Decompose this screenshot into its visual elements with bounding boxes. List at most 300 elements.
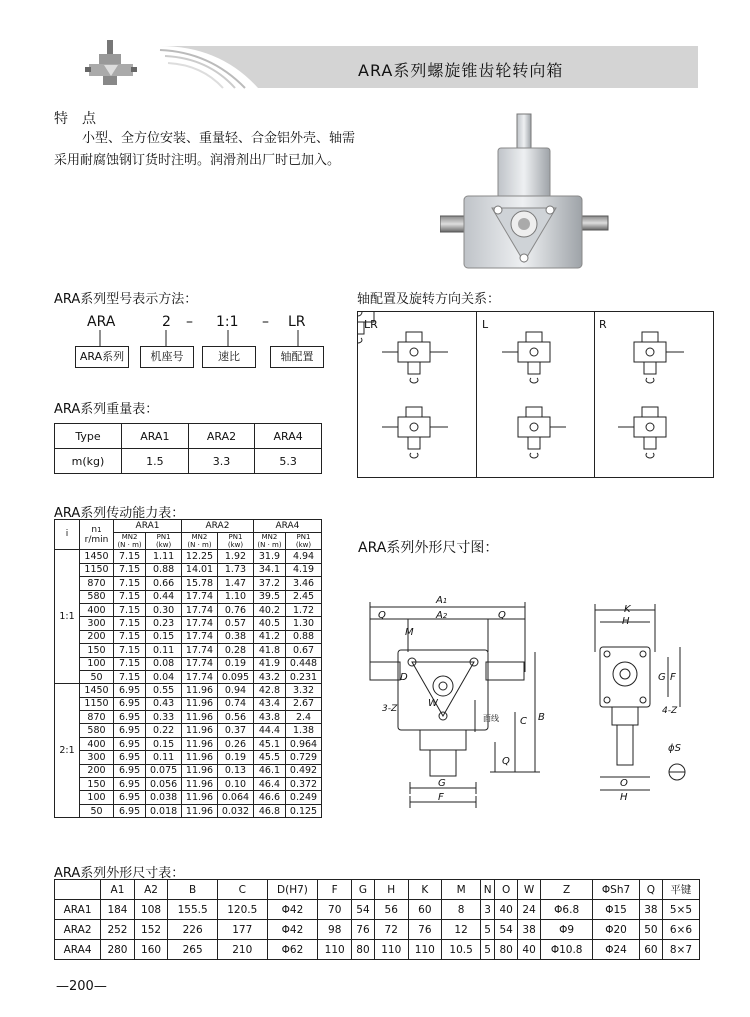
capacity-cell: 17.74 bbox=[182, 603, 218, 616]
capacity-cell: 1.47 bbox=[217, 577, 253, 590]
capacity-cell: 6.95 bbox=[114, 751, 146, 764]
capacity-cell: 1.10 bbox=[217, 590, 253, 603]
dimensions-cell: Φ10.8 bbox=[541, 940, 593, 960]
capacity-cell: 6.95 bbox=[114, 684, 146, 697]
rotation-heading: 轴配置及旋转方向关系： bbox=[357, 292, 501, 307]
capacity-cell: 17.74 bbox=[182, 657, 218, 670]
capacity-cell: 0.04 bbox=[146, 670, 182, 683]
model-heading: ARA系列型号表示方法： bbox=[54, 292, 198, 307]
capacity-cell: 100 bbox=[80, 791, 114, 804]
capacity-cell: 17.74 bbox=[182, 617, 218, 630]
capacity-group-ara1: ARA1 bbox=[114, 520, 182, 533]
capacity-cell: 6.95 bbox=[114, 697, 146, 710]
capacity-cell: 0.22 bbox=[146, 724, 182, 737]
dimensions-cell: 10.5 bbox=[442, 940, 481, 960]
capacity-cell: 150 bbox=[80, 778, 114, 791]
capacity-col-n1: n1 r/min bbox=[80, 520, 114, 550]
capacity-cell: 0.37 bbox=[217, 724, 253, 737]
capacity-cell: 0.76 bbox=[217, 603, 253, 616]
table-row bbox=[55, 737, 322, 750]
capacity-cell: 0.075 bbox=[146, 764, 182, 777]
capacity-cell: 45.1 bbox=[253, 737, 285, 750]
capacity-cell: 39.5 bbox=[253, 590, 285, 603]
capacity-cell: 0.11 bbox=[146, 644, 182, 657]
dimensions-cell: 12 bbox=[442, 920, 481, 940]
dimensions-cell: 5 bbox=[481, 920, 495, 940]
capacity-cell: 46.6 bbox=[253, 791, 285, 804]
capacity-cell: 1150 bbox=[80, 697, 114, 710]
capacity-cell: 1.38 bbox=[286, 724, 322, 737]
capacity-subhead-pn1: PN1 (kw) bbox=[286, 533, 322, 550]
capacity-cell: 0.095 bbox=[217, 670, 253, 683]
capacity-cell: 6.95 bbox=[114, 791, 146, 804]
capacity-cell: 400 bbox=[80, 737, 114, 750]
drawing-heading: ARA系列外形尺寸图： bbox=[358, 540, 499, 556]
dimensions-cell: 210 bbox=[217, 940, 267, 960]
capacity-cell: 17.74 bbox=[182, 670, 218, 683]
dimensions-cell: Φ9 bbox=[541, 920, 593, 940]
capacity-cell: 43.4 bbox=[253, 697, 285, 710]
capacity-col-i: i bbox=[55, 520, 80, 550]
capacity-cell: 46.1 bbox=[253, 764, 285, 777]
header-swoosh bbox=[40, 38, 260, 90]
capacity-cell: 6.95 bbox=[114, 711, 146, 724]
capacity-subhead-pn1: PN1 (kw) bbox=[217, 533, 253, 550]
weight-header-type: Type bbox=[55, 424, 122, 449]
capacity-cell: 2.4 bbox=[286, 711, 322, 724]
dimensions-cell: 76 bbox=[408, 920, 442, 940]
capacity-cell: 11.96 bbox=[182, 737, 218, 750]
dimensions-cell: 155.5 bbox=[168, 900, 218, 920]
dimensions-cell: 184 bbox=[101, 900, 135, 920]
dimensions-cell: Φ42 bbox=[267, 900, 318, 920]
capacity-cell: 1.72 bbox=[286, 603, 322, 616]
capacity-cell: 0.125 bbox=[286, 804, 322, 817]
table-row bbox=[55, 697, 322, 710]
dimensions-header-cell: G bbox=[352, 880, 375, 900]
dimensions-cell: 54 bbox=[495, 920, 518, 940]
capacity-cell: 0.88 bbox=[146, 563, 182, 576]
capacity-cell: 45.5 bbox=[253, 751, 285, 764]
dimensions-cell: 38 bbox=[639, 900, 662, 920]
table-row bbox=[55, 577, 322, 590]
dim-label-g: G bbox=[438, 778, 446, 789]
dimensions-header-cell: W bbox=[518, 880, 541, 900]
dimensions-cell: 152 bbox=[134, 920, 168, 940]
capacity-cell: 44.4 bbox=[253, 724, 285, 737]
capacity-cell: 6.95 bbox=[114, 778, 146, 791]
dimensions-header-cell: N bbox=[481, 880, 495, 900]
capacity-cell: 0.032 bbox=[217, 804, 253, 817]
dimensions-cell: 160 bbox=[134, 940, 168, 960]
weight-header-ara2: ARA2 bbox=[188, 424, 255, 449]
capacity-subhead-mn2: MN2 (N · m) bbox=[114, 533, 146, 550]
capacity-cell: 0.15 bbox=[146, 630, 182, 643]
page-title: ARA系列螺旋锥齿轮转向箱 bbox=[358, 61, 564, 80]
model-code-ratio: 1:1 bbox=[216, 314, 239, 330]
gearbox-photo bbox=[440, 112, 610, 277]
capacity-ratio: 2:1 bbox=[55, 684, 80, 818]
capacity-cell: 0.13 bbox=[217, 764, 253, 777]
capacity-cell: 41.8 bbox=[253, 644, 285, 657]
table-row bbox=[55, 670, 322, 683]
dimensions-cell: 5×5 bbox=[662, 900, 699, 920]
dim-label-m: M bbox=[405, 627, 414, 638]
capacity-cell: 0.964 bbox=[286, 737, 322, 750]
capacity-table bbox=[54, 519, 322, 818]
dim-label-f-side: F bbox=[670, 672, 676, 683]
dimensions-cell: 5 bbox=[481, 940, 495, 960]
dimensions-cell: 50 bbox=[639, 920, 662, 940]
dimensions-cell: 265 bbox=[168, 940, 218, 960]
weight-header-ara1: ARA1 bbox=[122, 424, 189, 449]
dimensions-cell: 252 bbox=[101, 920, 135, 940]
weight-header-ara4: ARA4 bbox=[255, 424, 322, 449]
capacity-cell: 0.56 bbox=[217, 711, 253, 724]
table-row bbox=[55, 657, 322, 670]
capacity-cell: 50 bbox=[80, 670, 114, 683]
capacity-cell: 7.15 bbox=[114, 657, 146, 670]
dimensions-header-cell: Q bbox=[639, 880, 662, 900]
dimensions-cell: 110 bbox=[318, 940, 352, 960]
capacity-cell: 0.38 bbox=[217, 630, 253, 643]
capacity-cell: 0.55 bbox=[146, 684, 182, 697]
capacity-subhead-mn2: MN2 (N · m) bbox=[253, 533, 285, 550]
model-box-series: ARA系列 bbox=[75, 346, 129, 368]
table-row bbox=[55, 920, 700, 940]
dimensions-cell: 38 bbox=[518, 920, 541, 940]
dim-label-q-vertical: Q bbox=[502, 756, 510, 767]
dimensions-header-cell: A2 bbox=[134, 880, 168, 900]
capacity-cell: 41.2 bbox=[253, 630, 285, 643]
capacity-cell: 11.96 bbox=[182, 711, 218, 724]
capacity-cell: 40.5 bbox=[253, 617, 285, 630]
capacity-cell: 0.064 bbox=[217, 791, 253, 804]
capacity-cell: 6.95 bbox=[114, 724, 146, 737]
model-box-ratio: 速比 bbox=[202, 346, 256, 368]
model-box-size: 机座号 bbox=[140, 346, 194, 368]
dim-label-a2: A2 bbox=[436, 610, 448, 621]
capacity-cell: 2.45 bbox=[286, 590, 322, 603]
dimensions-header-cell: C bbox=[217, 880, 267, 900]
table-row bbox=[55, 764, 322, 777]
capacity-cell: 4.94 bbox=[286, 550, 322, 563]
table-row bbox=[55, 804, 322, 817]
capacity-heading: ARA系列传动能力表： bbox=[54, 506, 185, 521]
dimensions-cell: 8×7 bbox=[662, 940, 699, 960]
dimensions-cell: ARA1 bbox=[55, 900, 101, 920]
dimensions-cell: 40 bbox=[495, 900, 518, 920]
capacity-cell: 1.11 bbox=[146, 550, 182, 563]
capacity-cell: 300 bbox=[80, 617, 114, 630]
capacity-cell: 0.372 bbox=[286, 778, 322, 791]
model-code-size: 2 bbox=[162, 314, 171, 330]
capacity-cell: 7.15 bbox=[114, 630, 146, 643]
capacity-cell: 400 bbox=[80, 603, 114, 616]
dim-label-o: O bbox=[620, 778, 628, 789]
capacity-cell: 31.9 bbox=[253, 550, 285, 563]
dimensions-cell: 40 bbox=[518, 940, 541, 960]
table-row bbox=[55, 644, 322, 657]
weight-table bbox=[54, 423, 322, 474]
dimensions-cell: 98 bbox=[318, 920, 352, 940]
capacity-cell: 0.10 bbox=[217, 778, 253, 791]
capacity-group-ara2: ARA2 bbox=[182, 520, 254, 533]
dimensions-cell: 110 bbox=[374, 940, 408, 960]
dimensions-cell: 60 bbox=[408, 900, 442, 920]
weight-value-ara4: 5.3 bbox=[255, 449, 322, 474]
capacity-cell: 7.15 bbox=[114, 577, 146, 590]
capacity-cell: 34.1 bbox=[253, 563, 285, 576]
capacity-cell: 0.57 bbox=[217, 617, 253, 630]
capacity-cell: 40.2 bbox=[253, 603, 285, 616]
capacity-cell: 0.88 bbox=[286, 630, 322, 643]
capacity-cell: 0.448 bbox=[286, 657, 322, 670]
capacity-cell: 870 bbox=[80, 577, 114, 590]
dimensions-cell: ARA4 bbox=[55, 940, 101, 960]
dimensions-header-cell: A1 bbox=[101, 880, 135, 900]
capacity-cell: 17.74 bbox=[182, 590, 218, 603]
dimensions-header-cell: M bbox=[442, 880, 481, 900]
capacity-cell: 17.74 bbox=[182, 644, 218, 657]
weight-value-ara2: 3.3 bbox=[188, 449, 255, 474]
features-heading: 特 点 bbox=[54, 111, 96, 127]
capacity-cell: 46.8 bbox=[253, 804, 285, 817]
capacity-cell: 0.038 bbox=[146, 791, 182, 804]
dimensions-cell: 6×6 bbox=[662, 920, 699, 940]
capacity-cell: 0.26 bbox=[217, 737, 253, 750]
capacity-cell: 11.96 bbox=[182, 764, 218, 777]
table-row bbox=[55, 550, 322, 563]
dimensions-cell: 76 bbox=[352, 920, 375, 940]
features-line-1: 小型、全方位安装、重量轻、合金铝外壳、轴需 bbox=[82, 131, 356, 146]
model-code-dash-2: – bbox=[262, 314, 269, 330]
dimensions-cell: 24 bbox=[518, 900, 541, 920]
dim-label-q-left: Q bbox=[378, 610, 386, 621]
dimensions-cell: Φ6.8 bbox=[541, 900, 593, 920]
dimensions-cell: 108 bbox=[134, 900, 168, 920]
capacity-cell: 14.01 bbox=[182, 563, 218, 576]
capacity-cell: 1.92 bbox=[217, 550, 253, 563]
capacity-cell: 200 bbox=[80, 764, 114, 777]
dim-label-c: C bbox=[520, 716, 527, 727]
dimensions-header-row bbox=[55, 880, 700, 900]
dim-label-w: W bbox=[428, 698, 438, 709]
capacity-cell: 1.30 bbox=[286, 617, 322, 630]
capacity-cell: 6.95 bbox=[114, 804, 146, 817]
dimensions-cell: 80 bbox=[352, 940, 375, 960]
dimensions-cell: 226 bbox=[168, 920, 218, 940]
dimensions-cell: 80 bbox=[495, 940, 518, 960]
dimensions-cell: Φ62 bbox=[267, 940, 318, 960]
dim-label-phi-s: ϕS bbox=[668, 743, 681, 754]
dimensions-header-cell bbox=[55, 880, 101, 900]
dimensions-cell: 60 bbox=[639, 940, 662, 960]
capacity-cell: 11.96 bbox=[182, 724, 218, 737]
capacity-cell: 0.66 bbox=[146, 577, 182, 590]
capacity-cell: 11.96 bbox=[182, 804, 218, 817]
capacity-cell: 15.78 bbox=[182, 577, 218, 590]
table-row bbox=[55, 751, 322, 764]
dimensions-cell: 177 bbox=[217, 920, 267, 940]
dim-label-3z: 3-Z bbox=[382, 704, 398, 714]
dimensions-cell: ARA2 bbox=[55, 920, 101, 940]
dim-label-4z: 4-Z bbox=[662, 706, 678, 716]
dim-label-q-right: Q bbox=[498, 610, 506, 621]
table-row bbox=[55, 778, 322, 791]
capacity-cell: 1450 bbox=[80, 684, 114, 697]
table-row bbox=[55, 724, 322, 737]
capacity-cell: 7.15 bbox=[114, 603, 146, 616]
dimensions-cell: 72 bbox=[374, 920, 408, 940]
capacity-cell: 0.018 bbox=[146, 804, 182, 817]
dim-label-a1: A1 bbox=[436, 595, 448, 606]
capacity-cell: 42.8 bbox=[253, 684, 285, 697]
capacity-cell: 11.96 bbox=[182, 778, 218, 791]
capacity-cell: 0.28 bbox=[217, 644, 253, 657]
capacity-cell: 11.96 bbox=[182, 684, 218, 697]
capacity-cell: 7.15 bbox=[114, 617, 146, 630]
capacity-cell: 7.15 bbox=[114, 563, 146, 576]
dim-label-f: F bbox=[438, 792, 444, 803]
table-row bbox=[55, 603, 322, 616]
capacity-cell: 0.19 bbox=[217, 657, 253, 670]
capacity-cell: 43.2 bbox=[253, 670, 285, 683]
dimensions-header-cell: D(H7) bbox=[267, 880, 318, 900]
dim-label-face: 面线 bbox=[483, 714, 499, 723]
capacity-cell: 37.2 bbox=[253, 577, 285, 590]
table-row bbox=[55, 791, 322, 804]
table-row bbox=[55, 563, 322, 576]
table-row bbox=[55, 900, 700, 920]
dimensions-header-cell: Z bbox=[541, 880, 593, 900]
dimensions-cell: Φ24 bbox=[593, 940, 640, 960]
model-code-series: ARA bbox=[87, 314, 116, 330]
dimensions-cell: 120.5 bbox=[217, 900, 267, 920]
capacity-group-ara4: ARA4 bbox=[253, 520, 321, 533]
capacity-cell: 0.67 bbox=[286, 644, 322, 657]
rotation-diagrams bbox=[358, 312, 713, 477]
dim-label-h: H bbox=[622, 616, 630, 627]
capacity-cell: 0.33 bbox=[146, 711, 182, 724]
capacity-subhead-pn1: PN1 (kw) bbox=[146, 533, 182, 550]
capacity-cell: 4.19 bbox=[286, 563, 322, 576]
capacity-cell: 1450 bbox=[80, 550, 114, 563]
dim-label-g-side: G bbox=[658, 672, 666, 683]
dim-label-k: K bbox=[624, 604, 631, 615]
rotation-panel bbox=[357, 311, 714, 478]
capacity-cell: 7.15 bbox=[114, 670, 146, 683]
capacity-cell: 0.11 bbox=[146, 751, 182, 764]
capacity-cell: 11.96 bbox=[182, 697, 218, 710]
capacity-cell: 1.73 bbox=[217, 563, 253, 576]
dimensions-header-cell: K bbox=[408, 880, 442, 900]
capacity-cell: 43.8 bbox=[253, 711, 285, 724]
capacity-cell: 870 bbox=[80, 711, 114, 724]
dimensions-header-cell: ΦSh7 bbox=[593, 880, 640, 900]
features-line-2: 采用耐腐蚀钢订货时注明。润滑剂出厂时已加入。 bbox=[54, 153, 341, 168]
capacity-cell: 6.95 bbox=[114, 764, 146, 777]
weight-value-ara1: 1.5 bbox=[122, 449, 189, 474]
dimensions-header-cell: 平键 bbox=[662, 880, 699, 900]
capacity-cell: 0.19 bbox=[217, 751, 253, 764]
capacity-ratio: 1:1 bbox=[55, 550, 80, 684]
dimensions-header-cell: B bbox=[168, 880, 218, 900]
capacity-cell: 0.43 bbox=[146, 697, 182, 710]
capacity-cell: 3.32 bbox=[286, 684, 322, 697]
capacity-cell: 0.15 bbox=[146, 737, 182, 750]
capacity-subhead-mn2: MN2 (N · m) bbox=[182, 533, 218, 550]
capacity-cell: 0.23 bbox=[146, 617, 182, 630]
dimensions-table bbox=[54, 879, 700, 960]
capacity-cell: 300 bbox=[80, 751, 114, 764]
capacity-cell: 11.96 bbox=[182, 751, 218, 764]
gearbox-logo-icon bbox=[85, 38, 137, 86]
capacity-cell: 0.74 bbox=[217, 697, 253, 710]
capacity-cell: 0.249 bbox=[286, 791, 322, 804]
dimensions-cell: 8 bbox=[442, 900, 481, 920]
capacity-cell: 580 bbox=[80, 590, 114, 603]
dimensions-cell: 56 bbox=[374, 900, 408, 920]
dimensions-cell: 280 bbox=[101, 940, 135, 960]
table-row bbox=[55, 940, 700, 960]
page-number: —200— bbox=[56, 979, 107, 994]
dimensions-cell: Φ42 bbox=[267, 920, 318, 940]
table-row bbox=[55, 711, 322, 724]
capacity-cell: 0.44 bbox=[146, 590, 182, 603]
capacity-cell: 7.15 bbox=[114, 550, 146, 563]
dimensions-cell: 3 bbox=[481, 900, 495, 920]
capacity-cell: 6.95 bbox=[114, 737, 146, 750]
capacity-cell: 7.15 bbox=[114, 644, 146, 657]
capacity-cell: 1150 bbox=[80, 563, 114, 576]
capacity-cell: 0.231 bbox=[286, 670, 322, 683]
table-row bbox=[55, 684, 322, 697]
weight-heading: ARA系列重量表： bbox=[54, 402, 159, 417]
capacity-cell: 7.15 bbox=[114, 590, 146, 603]
capacity-cell: 0.056 bbox=[146, 778, 182, 791]
capacity-cell: 0.729 bbox=[286, 751, 322, 764]
capacity-cell: 11.96 bbox=[182, 791, 218, 804]
capacity-cell: 200 bbox=[80, 630, 114, 643]
capacity-cell: 0.492 bbox=[286, 764, 322, 777]
capacity-cell: 0.30 bbox=[146, 603, 182, 616]
dimensions-cell: Φ15 bbox=[593, 900, 640, 920]
capacity-cell: 46.4 bbox=[253, 778, 285, 791]
rotation-col-l: L bbox=[482, 318, 489, 331]
rotation-col-r: R bbox=[599, 318, 607, 331]
dimensions-header-cell: O bbox=[495, 880, 518, 900]
capacity-cell: 100 bbox=[80, 657, 114, 670]
dim-label-b: B bbox=[538, 712, 545, 723]
capacity-cell: 12.25 bbox=[182, 550, 218, 563]
capacity-cell: 150 bbox=[80, 644, 114, 657]
dimensions-cell: Φ20 bbox=[593, 920, 640, 940]
dim-label-d: D bbox=[400, 672, 408, 683]
dimensions-cell: 54 bbox=[352, 900, 375, 920]
capacity-cell: 2.67 bbox=[286, 697, 322, 710]
rotation-col-lr: LR bbox=[364, 318, 378, 331]
model-code-shaft: LR bbox=[288, 314, 306, 330]
model-code-dash-1: – bbox=[186, 314, 193, 330]
dimensions-cell: 70 bbox=[318, 900, 352, 920]
table-row bbox=[55, 617, 322, 630]
weight-row-label: m(kg) bbox=[55, 449, 122, 474]
dimensions-header-cell: F bbox=[318, 880, 352, 900]
dim-label-h-bottom: H bbox=[620, 792, 628, 803]
model-box-shaft: 轴配置 bbox=[270, 346, 324, 368]
table-row bbox=[55, 630, 322, 643]
